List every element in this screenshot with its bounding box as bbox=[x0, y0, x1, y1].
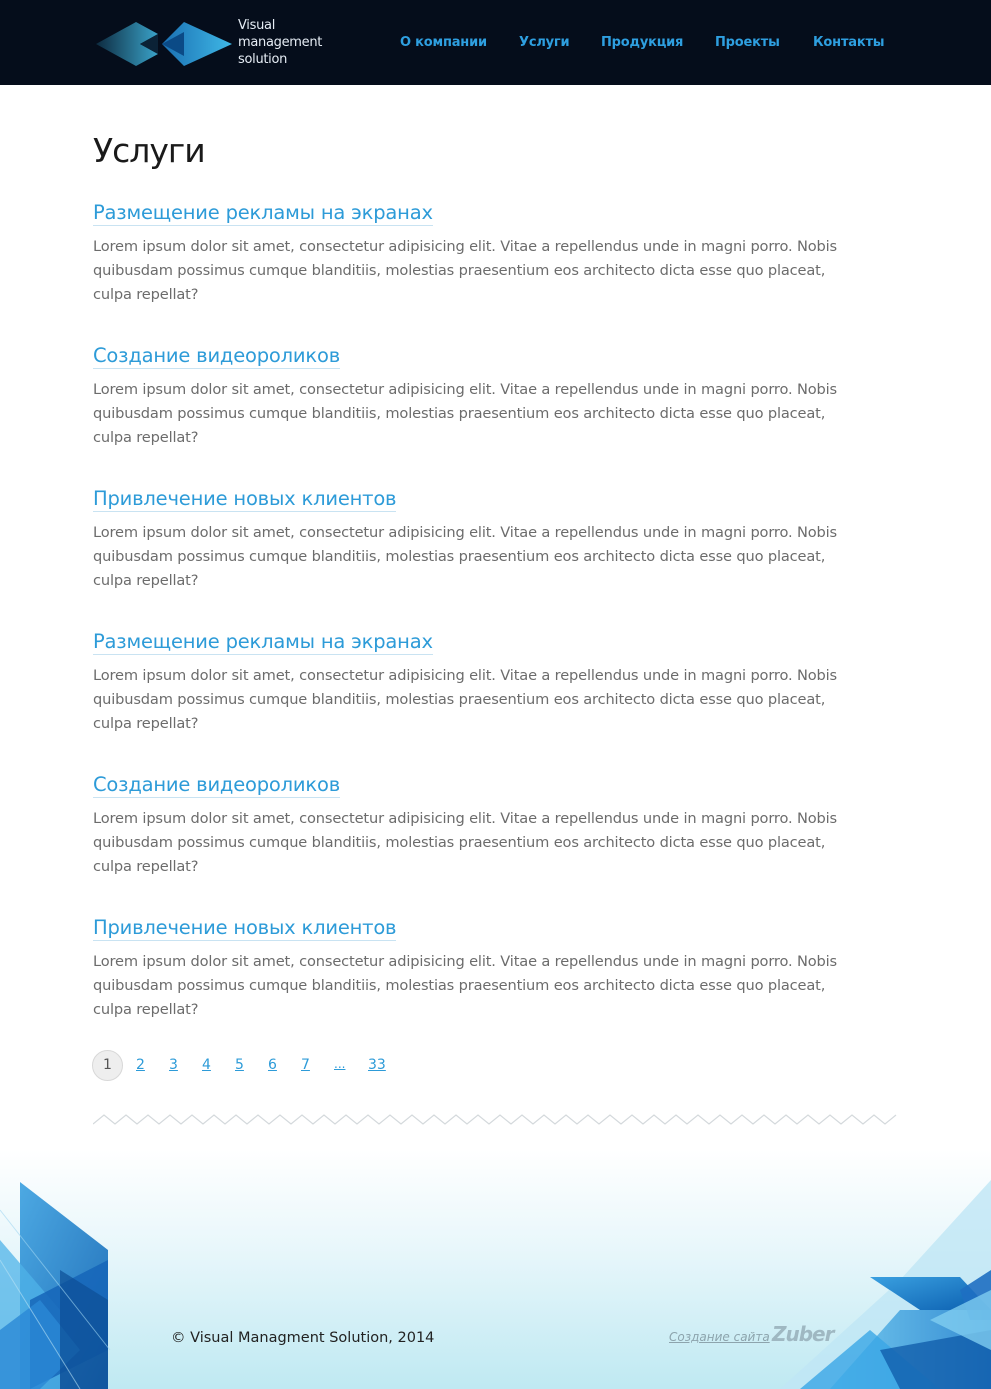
service-title-link[interactable]: Создание видеороликов bbox=[93, 773, 340, 796]
pagination-last-page-link[interactable]: 33 bbox=[368, 1057, 386, 1073]
nav-item-about[interactable]: О компании bbox=[400, 35, 487, 50]
pagination-page-link[interactable]: 6 bbox=[268, 1057, 277, 1073]
service-item bbox=[93, 915, 863, 1022]
service-description: Lorem ipsum dolor sit amet, consectetur adipisicing elit. Vitae a repellendus unde in magni porro. Nobis quibusdam possimus cumque blanditiis, molestias praesentium eos architecto dicta esse quo placeat, culpa repellat? bbox=[93, 667, 837, 732]
nav-item-projects[interactable]: Проекты bbox=[715, 35, 780, 50]
service-title-link[interactable]: Размещение рекламы на экранах bbox=[93, 630, 433, 653]
service-title-link[interactable]: Размещение рекламы на экранах bbox=[93, 201, 433, 224]
zigzag-divider bbox=[93, 1112, 899, 1128]
service-item bbox=[93, 200, 863, 307]
page-title: Услуги bbox=[93, 131, 205, 170]
service-title-link[interactable]: Создание видеороликов bbox=[93, 344, 340, 367]
nav-item-services[interactable]: Услуги bbox=[519, 35, 570, 50]
pagination-page-link[interactable]: 2 bbox=[136, 1057, 145, 1073]
site-footer bbox=[0, 1150, 991, 1389]
pagination-page-link[interactable]: 7 bbox=[301, 1057, 310, 1073]
service-description: Lorem ipsum dolor sit amet, consectetur adipisicing elit. Vitae a repellendus unde in magni porro. Nobis quibusdam possimus cumque blanditiis, molestias praesentium eos architecto dicta esse quo placeat, culpa repellat? bbox=[93, 238, 837, 303]
pagination-ellipsis-link[interactable]: ... bbox=[334, 1057, 346, 1071]
footer-decoration-graphic bbox=[0, 1150, 991, 1389]
developer-logo[interactable]: Zuber bbox=[772, 1322, 834, 1346]
footer-credit-link[interactable]: Создание сайта bbox=[669, 1330, 770, 1344]
footer-copyright: © Visual Managment Solution, 2014 bbox=[171, 1330, 435, 1346]
pagination-page-link[interactable]: 5 bbox=[235, 1057, 244, 1073]
logo-text: Visual management solution bbox=[238, 18, 323, 67]
pagination-current-page: 1 bbox=[92, 1050, 123, 1081]
nav-item-products[interactable]: Продукция bbox=[601, 35, 684, 50]
main-nav bbox=[0, 35, 991, 55]
service-item bbox=[93, 772, 863, 879]
service-description: Lorem ipsum dolor sit amet, consectetur adipisicing elit. Vitae a repellendus unde in magni porro. Nobis quibusdam possimus cumque blanditiis, molestias praesentium eos architecto dicta esse quo placeat, culpa repellat? bbox=[93, 953, 837, 1018]
service-title-link[interactable]: Привлечение новых клиентов bbox=[93, 487, 397, 510]
service-description: Lorem ipsum dolor sit amet, consectetur adipisicing elit. Vitae a repellendus unde in magni porro. Nobis quibusdam possimus cumque blanditiis, molestias praesentium eos architecto dicta esse quo placeat, culpa repellat? bbox=[93, 381, 837, 446]
pagination-page-link[interactable]: 4 bbox=[202, 1057, 211, 1073]
nav-item-contacts[interactable]: Контакты bbox=[813, 35, 885, 50]
pagination-page-link[interactable]: 3 bbox=[169, 1057, 178, 1073]
service-title-link[interactable]: Привлечение новых клиентов bbox=[93, 916, 397, 939]
service-item bbox=[93, 486, 863, 593]
service-description: Lorem ipsum dolor sit amet, consectetur adipisicing elit. Vitae a repellendus unde in magni porro. Nobis quibusdam possimus cumque blanditiis, molestias praesentium eos architecto dicta esse quo placeat, culpa repellat? bbox=[93, 810, 837, 875]
service-item bbox=[93, 629, 863, 736]
site-header bbox=[0, 0, 991, 85]
service-description: Lorem ipsum dolor sit amet, consectetur adipisicing elit. Vitae a repellendus unde in magni porro. Nobis quibusdam possimus cumque blanditiis, molestias praesentium eos architecto dicta esse quo placeat, culpa repellat? bbox=[93, 524, 837, 589]
service-item bbox=[93, 343, 863, 450]
